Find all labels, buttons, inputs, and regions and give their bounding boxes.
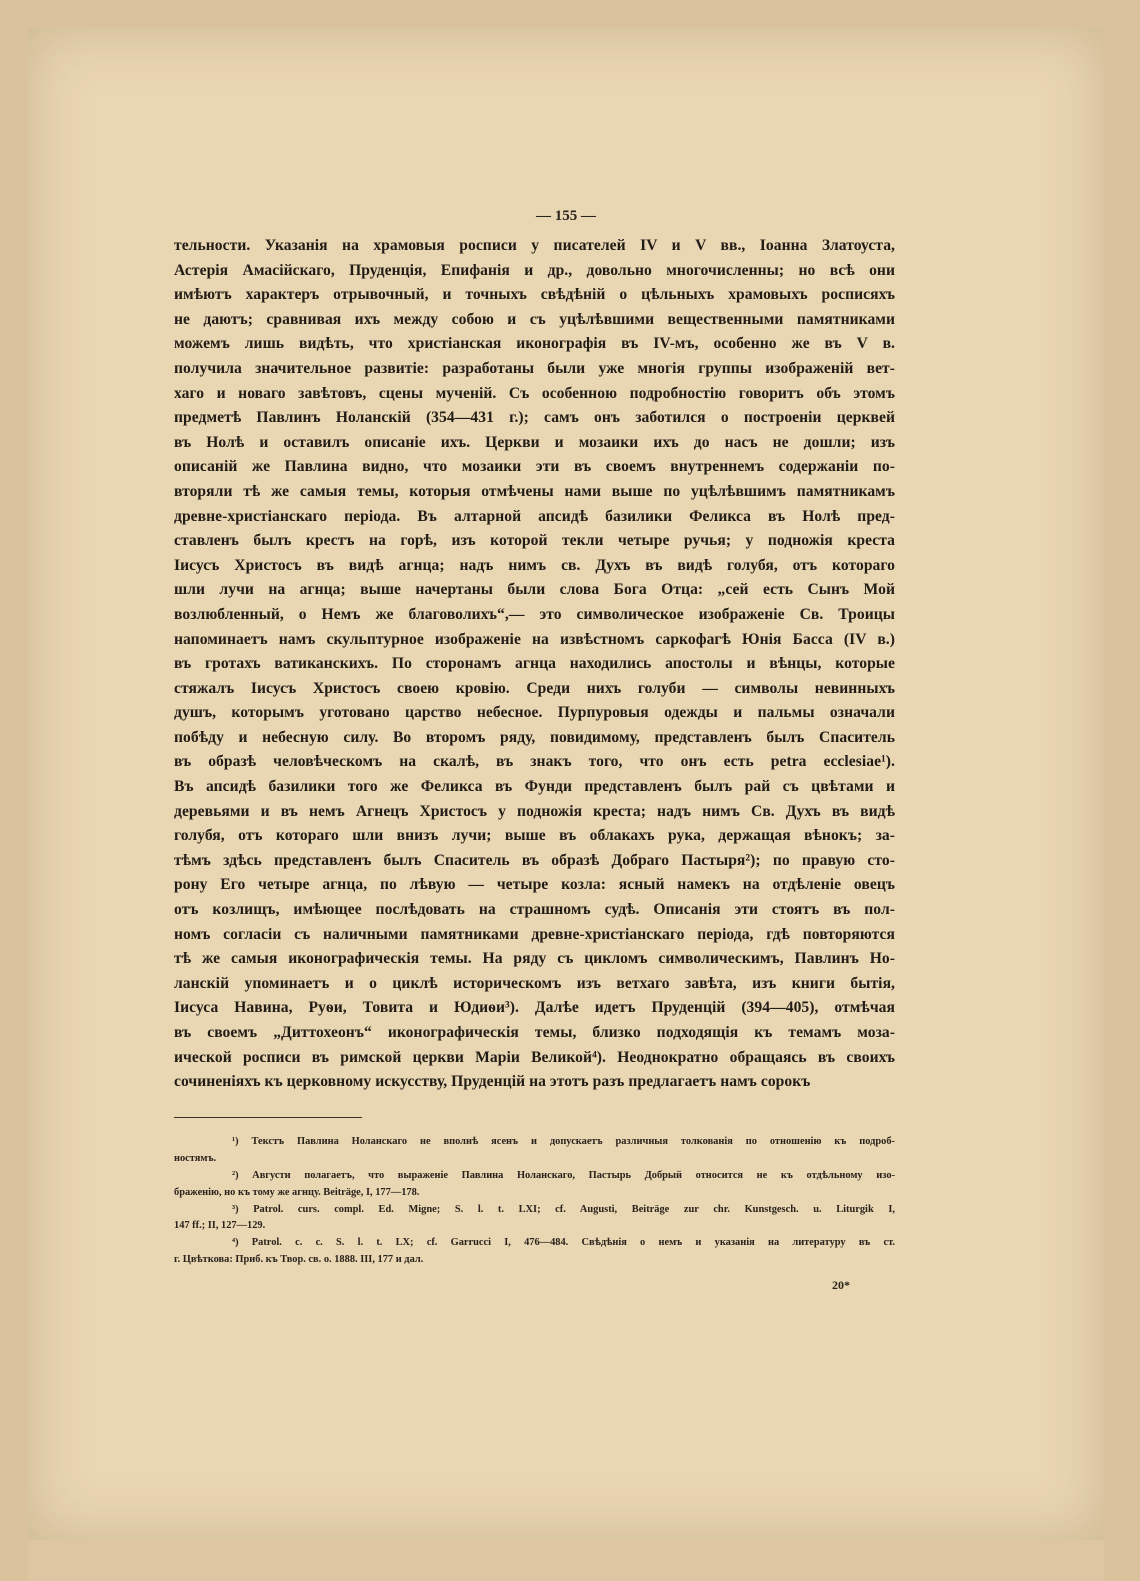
text-line: Астерія Амасійскаго, Пруденція, Епифанія и др., довольно многочисленны; но всѣ они	[174, 261, 895, 279]
footnote-line: ³) Patrol. curs. compl. Ed. Migne; S. l. t. LXI; cf. Augusti, Beiträge zur chr. Kunstgesch. u. Liturgik I,	[232, 1203, 895, 1215]
footnote-line: ²) Августи полагаетъ, что выраженіе Павлина Ноланскаго, Пастырь Добрый относится не къ отдѣльному изо-	[232, 1169, 895, 1181]
text-line: предметѣ Павлинъ Ноланскій (354—431 г.); самъ онъ заботился о построеніи церквей	[174, 409, 895, 427]
text-line: можемъ лишь видѣть, что христіанская иконографія въ IV-мъ, особенно же въ V в.	[174, 335, 895, 353]
text-line: имѣютъ характеръ отрывочный, и точныхъ свѣдѣній о цѣльныхъ храмовыхъ росписяхъ	[174, 286, 895, 304]
page-number: — 155 —	[536, 208, 596, 224]
text-line: Іисусъ Христосъ въ видѣ агнца; надъ нимъ св. Духъ въ видѣ голубя, отъ котораго	[174, 556, 895, 574]
text-line: описаній же Павлина видно, что мозаики эти въ своемъ внутреннемъ содержаніи по-	[174, 458, 895, 476]
text-line: Въ апсидѣ базилики того же Феликса въ Фунди представленъ былъ рай съ цвѣтами и	[174, 778, 895, 796]
text-line: сочиненіяхъ къ церковному искусству, Пруденцій на этотъ разъ предлагаетъ намъ сорокъ	[174, 1073, 811, 1091]
text-line: тельности. Указанія на храмовыя росписи у писателей IV и V вв., Іоанна Златоуста,	[174, 237, 895, 254]
footnote-line: ностямъ.	[174, 1152, 217, 1164]
printer-signature: 20*	[832, 1278, 850, 1292]
text-line: отъ козлищъ, имѣющее послѣдовать на страшномъ судѣ. Описанія эти стоятъ въ пол-	[174, 901, 895, 919]
footnote-line: 147 ff.; II, 127—129.	[174, 1220, 266, 1232]
book-page	[28, 28, 1104, 1540]
text-line: ланскій упоминаетъ и о циклѣ историческомъ изъ ветхаго завѣта, изъ книги бытія,	[174, 974, 895, 992]
footnote-line: ¹) Текстъ Павлина Ноланскаго не вполнѣ ясенъ и допускаетъ различныя толкованія по отношенію къ подроб-	[232, 1136, 895, 1147]
page-edge	[28, 1540, 1104, 1581]
text-line: голубя, отъ котораго шли внизъ лучи; выше въ облакахъ рука, держащая вѣнокъ; за-	[174, 827, 895, 845]
text-line: ставленъ былъ крестъ на горѣ, изъ которой текли четыре ручья; у подножія креста	[174, 532, 895, 550]
text-line: въ своемъ „Диттохеонъ“ иконографическія темы, близко подходящія къ темамъ моза-	[174, 1024, 895, 1041]
footnotes	[174, 1134, 895, 1269]
text-line: тѣмъ здѣсь представленъ былъ Спаситель въ образѣ Добраго Пастыря²); по правую сто-	[174, 851, 895, 869]
text-line: номъ согласіи съ наличными памятниками древне-христіанскаго періода, гдѣ повторяются	[174, 925, 895, 943]
text-line: получила значительное развитіе: разработаны были уже многія группы изображеній вет-	[174, 359, 895, 377]
text-line: хаго и новаго завѣтовъ, сцены мученій. Съ особенною подробностію говоритъ объ этомъ	[174, 384, 895, 402]
text-line: побѣду и небесную силу. Во второмъ ряду, повидимому, представленъ былъ Спаситель	[174, 728, 895, 746]
text-line: въ гротахъ ватиканскихъ. По сторонамъ агнца находились апостолы и вѣнцы, которые	[174, 655, 895, 673]
text-line: въ образѣ человѣческомъ на скалѣ, въ знакъ того, что онъ есть petra ecclesiae¹).	[174, 753, 895, 771]
text-line: Іисуса Навина, Руѳи, Товита и Юдиѳи³). Далѣе идетъ Пруденцій (394—405), отмѣчая	[174, 999, 895, 1017]
text-line: въ Нолѣ и оставилъ описаніе ихъ. Церкви и мозаики ихъ до насъ не дошли; изъ	[174, 433, 895, 451]
text-line: вторяли тѣ же самыя темы, которыя отмѣчены нами выше по уцѣлѣвшимъ памятникамъ	[174, 482, 895, 500]
text-line: деревьями и въ немъ Агнецъ Христосъ у подножія креста; надъ нимъ Св. Духъ въ видѣ	[174, 802, 895, 820]
footnote-line: ⁴) Patrol. c. c. S. l. t. LX; cf. Garrucci I, 476—484. Свѣдѣнія о немъ и указанія на литературу въ ст.	[232, 1237, 895, 1249]
footnote-line: браженію, но къ тому же агнцу. Beiträge, I, 177—178.	[174, 1186, 420, 1198]
text-line: возлюбленный, о Немъ же благоволихъ“,— это символическое изображеніе Св. Троицы	[174, 605, 895, 623]
main-text	[174, 234, 895, 1095]
text-line: ической росписи въ римской церкви Маріи Великой⁴). Неоднократно обращаясь въ своихъ	[174, 1048, 895, 1066]
footnote-divider	[174, 1117, 362, 1118]
text-line: напоминаетъ намъ скульптурное изображеніе на извѣстномъ саркофагѣ Юнія Басса (IV в.)	[174, 630, 895, 648]
text-line: древне-христіанскаго періода. Въ алтарной апсидѣ базилики Феликса въ Нолѣ пред-	[174, 507, 895, 525]
text-line: шли лучи на агнца; выше начертаны были слова Бога Отца: „сей есть Сынъ Мой	[174, 581, 895, 599]
footnote-line: г. Цвѣткова: Приб. къ Твор. св. о. 1888. III, 177 и дал.	[174, 1254, 424, 1266]
text-line: тѣ же самыя иконографическія темы. На ряду съ цикломъ символическимъ, Павлинъ Но-	[174, 950, 895, 968]
text-line: стяжалъ Іисусъ Христосъ своею кровію. Среди нихъ голуби — символы невинныхъ	[174, 679, 895, 697]
text-line: не даютъ; сравнивая ихъ между собою и съ уцѣлѣвшими вещественными памятниками	[174, 310, 895, 328]
text-line: рону Его четыре агнца, по лѣвую — четыре козла: ясный намекъ на отдѣленіе овецъ	[174, 876, 895, 894]
text-line: душъ, которымъ уготовано царство небесное. Пурпуровыя одежды и пальмы означали	[174, 704, 895, 722]
